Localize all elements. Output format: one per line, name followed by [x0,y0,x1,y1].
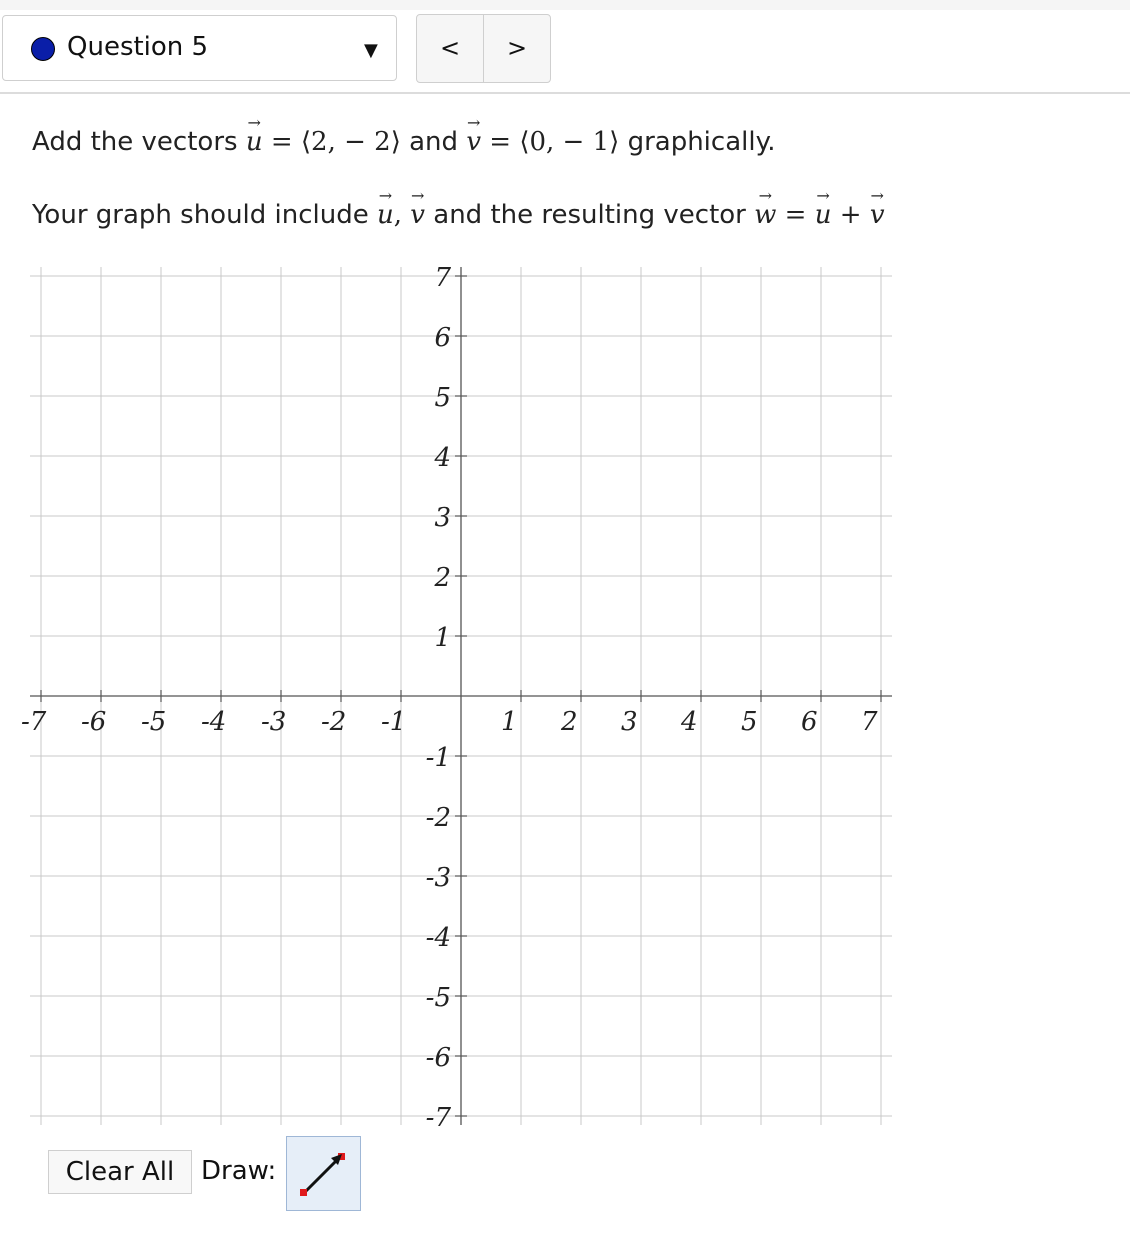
equals-sign: = [489,127,512,157]
previous-question-button[interactable]: < [417,15,484,82]
equals-sign: = [784,200,807,230]
header-divider [0,92,1130,94]
y-tick-label: -7 [425,1103,451,1130]
x-tick-label: 2 [561,707,578,737]
equals-sign: = [270,127,293,157]
x-tick-label: -4 [201,707,227,737]
vector-arrow-icon [287,1137,360,1210]
y-tick-label: -5 [425,983,451,1013]
y-tick-label: 6 [434,323,451,353]
x-tick-label: 4 [681,707,698,737]
x-tick-label: -2 [321,707,347,737]
comma: , [393,200,403,230]
x-tick-label: -7 [21,707,47,737]
clear-all-button[interactable]: Clear All [48,1150,192,1194]
prompt-text: and the resulting vector [433,200,746,230]
plus-sign: + [839,200,862,230]
y-tick-label: -6 [425,1043,451,1073]
prompt-line-1 [32,127,776,157]
y-tick-label: 2 [434,563,451,593]
y-tick-label: 5 [434,383,451,413]
x-tick-label: -5 [141,707,167,737]
prompt-text: Your graph should include [32,200,369,230]
u-vector-symbol: → u [246,127,263,157]
x-tick-label: 6 [801,707,818,737]
y-tick-label: -3 [425,863,451,893]
v-vector-value: ⟨0, − 1⟩ [519,127,620,157]
y-tick-label: -2 [425,803,451,833]
x-tick-label: -1 [381,707,407,737]
coordinate-graph[interactable] [0,255,900,1130]
u-vector-symbol: → u [815,200,832,230]
x-tick-label: 5 [741,707,758,737]
y-tick-label: 3 [434,503,451,533]
question-select[interactable] [2,15,397,81]
x-tick-label: 3 [621,707,638,737]
x-tick-label: -3 [261,707,287,737]
draw-vector-tool-button[interactable] [286,1136,361,1211]
x-tick-label: 7 [861,707,878,737]
prompt-text: graphically. [627,127,776,157]
w-vector-symbol: → w [754,200,776,230]
u-vector-symbol: → u [377,200,394,230]
y-tick-label: 7 [434,263,451,293]
x-tick-label: 1 [501,707,518,737]
prompt-text: and [409,127,459,157]
question-status-dot [31,37,55,61]
v-vector-symbol: → v [466,127,481,157]
next-question-button[interactable]: > [506,34,528,62]
top-strip [0,0,1130,10]
x-tick-label: -6 [81,707,107,737]
u-vector-value: ⟨2, − 2⟩ [300,127,401,157]
y-tick-label: 1 [434,623,451,653]
v-vector-symbol: → v [410,200,425,230]
dropdown-caret-icon: ▼ [364,40,378,61]
y-tick-label: 4 [434,443,451,473]
y-tick-label: -1 [425,743,451,773]
y-tick-label: -4 [425,923,451,953]
question-nav [416,14,551,83]
prompt-line-2 [32,200,885,230]
prompt-text: Add the vectors [32,127,238,157]
draw-label: Draw: [201,1156,277,1186]
question-label: Question 5 [67,32,209,62]
v-vector-symbol: → v [870,200,885,230]
